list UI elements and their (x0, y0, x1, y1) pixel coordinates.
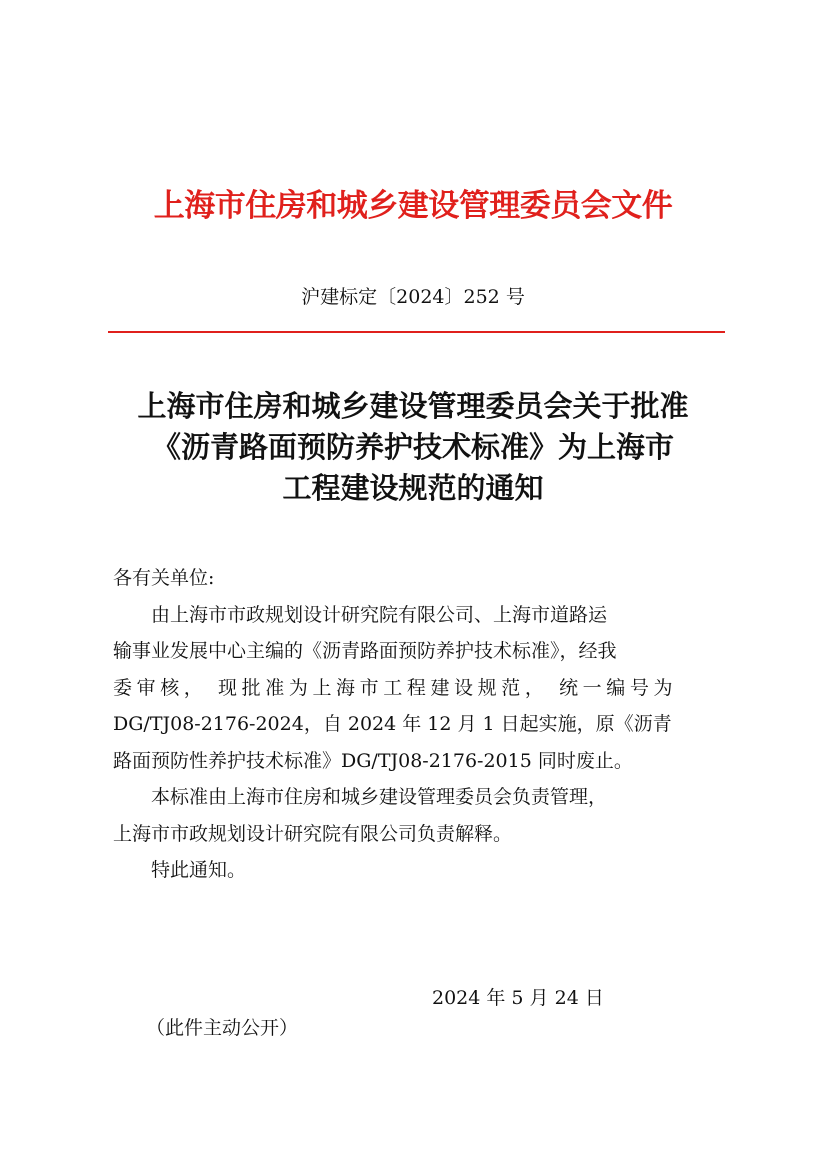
issuer-header: 上海市住房和城乡建设管理委员会文件 (153, 188, 673, 224)
title-line: 《沥青路面预防养护技术标准》为上海市 (151, 430, 674, 464)
salutation: 各有关单位: (113, 567, 215, 589)
paragraph-line: 输事业发展中心主编的《沥青路面预防养护技术标准》，经我 (113, 640, 617, 662)
paragraph-approval (113, 597, 717, 780)
paragraph-line: 上海市市政规划设计研究院有限公司负责解释。 (113, 822, 513, 845)
paragraph-line: 由上海市市政规划设计研究院有限公司、上海市道路运 (151, 603, 608, 626)
disclosure-note: （此件主动公开） (146, 1017, 299, 1039)
notice-title (100, 386, 726, 509)
paragraph-line: 路面预防性养护技术标准》DG/TJ08-2176-2015 同时废止。 (113, 749, 633, 772)
document-number: 沪建标定〔2024〕252 号 (301, 286, 525, 308)
title-line: 工程建设规范的通知 (282, 471, 544, 505)
title-line: 上海市住房和城乡建设管理委员会关于批准 (137, 389, 689, 423)
paragraph-line: 本标准由上海市住房和城乡建设管理委员会负责管理， (151, 786, 608, 808)
red-divider-line (108, 331, 725, 333)
paragraph-line: 委审核， 现批准为上海市工程建设规范， 统一编号为 (113, 676, 678, 699)
issue-date: 2024 年 5 月 24 日 (432, 987, 604, 1009)
notice-body (113, 560, 717, 889)
paragraph-responsibility (113, 779, 717, 852)
closing-line: 特此通知。 (151, 859, 247, 881)
paragraph-line: DG/TJ08-2176-2024，自 2024 年 12 月 1 日起实施，原《沥青 (113, 713, 672, 735)
